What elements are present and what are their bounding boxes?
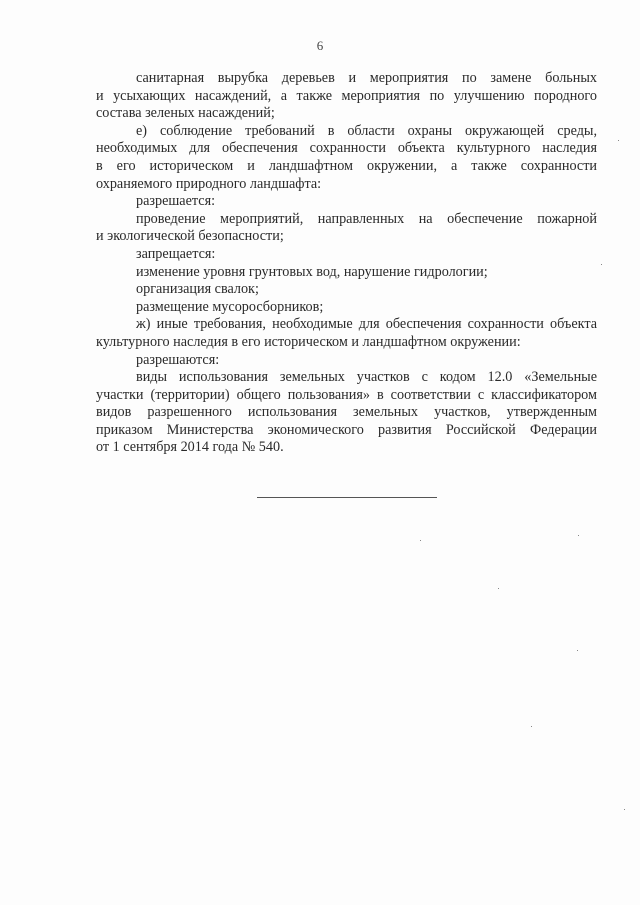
document-body — [96, 70, 597, 457]
scan-speck — [624, 809, 625, 810]
text-line: приказом Министерства экономического развития Российской Федерации — [96, 421, 597, 438]
scan-speck — [420, 540, 421, 541]
text-line: охраняемого природного ландшафта: — [96, 175, 322, 192]
text-line: ж) иные требования, необходимые для обеспечения сохранности объекта — [136, 316, 597, 333]
text-line: проведение мероприятий, направленных на обеспечение пожарной — [136, 210, 597, 227]
text-line: запрещается: — [136, 245, 216, 262]
text-line: изменение уровня грунтовых вод, нарушение гидрологии; — [136, 263, 488, 280]
scan-speck — [578, 535, 579, 536]
text-line: участки (территории) общего пользования» в соответствии с классификатором — [96, 386, 597, 403]
text-line: санитарная вырубка деревьев и мероприятия по замене больных — [136, 70, 597, 86]
text-line: и усыхающих насаждений, а также мероприятия по улучшению породного — [96, 87, 597, 104]
text-line: размещение мусоросборников; — [136, 298, 324, 315]
text-line: организация свалок; — [136, 281, 259, 298]
text-line: видов разрешенного использования земельных участков, утвержденным — [96, 404, 597, 421]
text-line: необходимых для обеспечения сохранности объекта культурного наследия — [96, 140, 597, 157]
scan-speck — [531, 726, 532, 727]
text-line: разрешаются: — [136, 351, 220, 368]
scan-speck — [577, 650, 578, 651]
text-line: е) соблюдение требований в области охраны окружающей среды, — [136, 122, 597, 139]
text-line: и экологической безопасности; — [96, 228, 284, 245]
separator-rule — [257, 497, 437, 498]
scan-speck — [498, 588, 499, 589]
text-line: культурного наследия в его историческом и ландшафтном окружении: — [96, 333, 521, 350]
text-line: от 1 сентября 2014 года № 540. — [96, 439, 284, 456]
page-number: 6 — [316, 38, 324, 53]
scan-speck — [618, 140, 619, 141]
text-line: состава зеленых насаждений; — [96, 105, 275, 122]
text-line: виды использования земельных участков с кодом 12.0 «Земельные — [136, 369, 597, 386]
text-line: разрешается: — [136, 193, 216, 210]
text-line: в его историческом и ландшафтном окружении, а также сохранности — [96, 157, 597, 174]
scan-speck — [601, 264, 602, 265]
